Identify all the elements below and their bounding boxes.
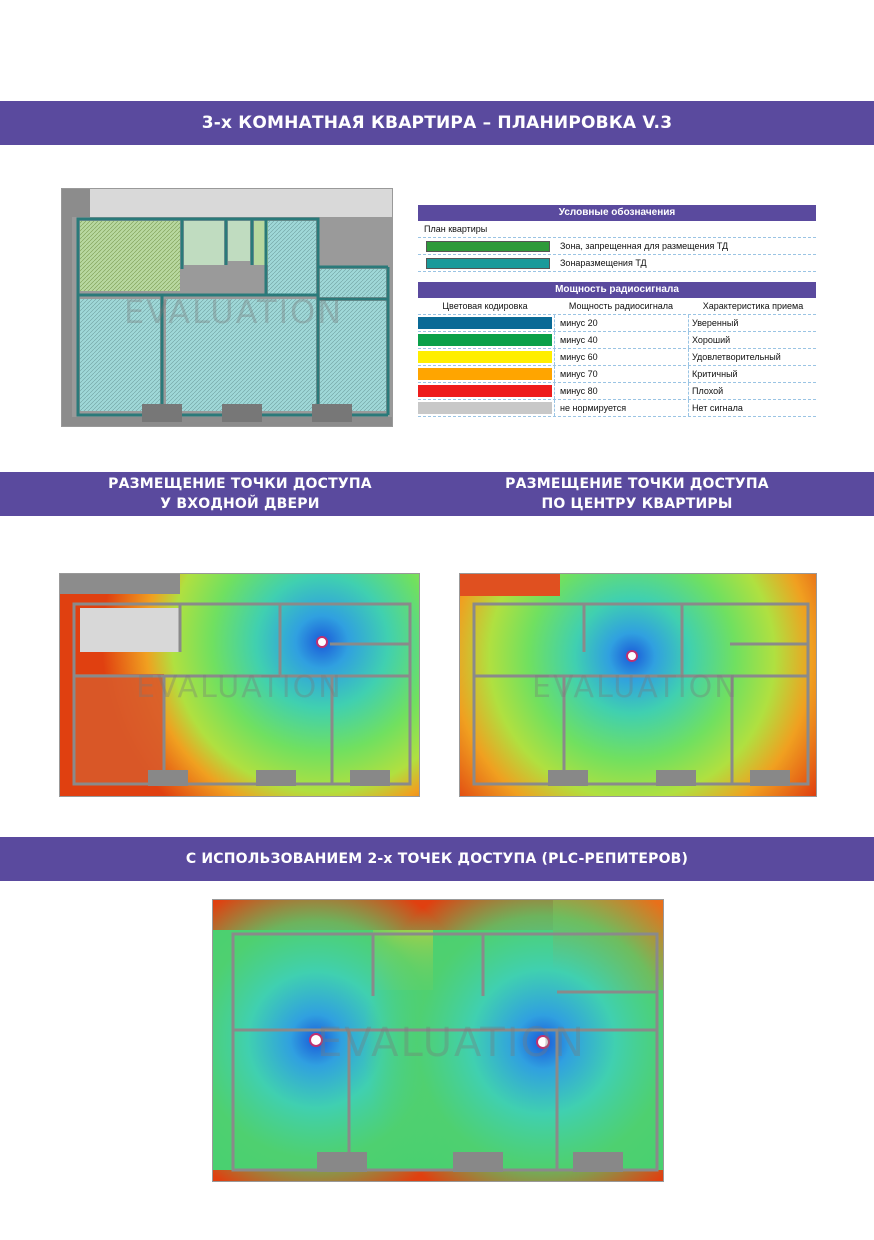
quality-value: Критичный xyxy=(692,369,738,379)
power-row xyxy=(418,349,816,366)
repeater-section-band xyxy=(0,837,874,881)
section-right-line1: РАЗМЕЩЕНИЕ ТОЧКИ ДОСТУПА xyxy=(505,476,769,492)
power-value: не нормируется xyxy=(560,403,627,413)
color-swatch xyxy=(418,385,552,397)
placement-section-band xyxy=(0,472,874,516)
power-value: минус 70 xyxy=(560,369,598,379)
quality-value: Удовлетворительный xyxy=(692,352,781,362)
legend-table xyxy=(418,205,816,417)
column-header: Цветовая кодировка xyxy=(442,301,528,311)
watermark: EVALUATION xyxy=(317,1020,586,1066)
column-header: Мощность радиосигнала xyxy=(568,301,674,311)
legend-plan-row xyxy=(418,221,816,238)
power-row xyxy=(418,332,816,349)
color-swatch xyxy=(418,368,552,380)
watermark: EVALUATION xyxy=(532,670,739,705)
power-row xyxy=(418,315,816,332)
quality-value: Хороший xyxy=(692,335,731,345)
power-value: минус 40 xyxy=(560,335,598,345)
section-left-line1: РАЗМЕЩЕНИЕ ТОЧКИ ДОСТУПА xyxy=(108,476,372,492)
zone-forbidden-swatch xyxy=(426,241,550,252)
zone-allowed-swatch xyxy=(426,258,550,269)
power-row xyxy=(418,400,816,417)
power-value: минус 60 xyxy=(560,352,598,362)
power-row xyxy=(418,366,816,383)
quality-value: Плохой xyxy=(692,386,724,396)
power-value: минус 80 xyxy=(560,386,598,396)
legend-zone-row xyxy=(418,238,816,255)
page-title-band xyxy=(0,101,874,145)
watermark: EVALUATION xyxy=(136,670,343,705)
heatmap-two-access-points xyxy=(212,899,664,1182)
floor-plan-image xyxy=(61,188,393,427)
power-title: Мощность радиосигнала xyxy=(418,282,816,298)
color-swatch xyxy=(418,402,552,414)
power-row xyxy=(418,383,816,400)
section-bottom-title: С ИСПОЛЬЗОВАНИЕМ 2-х ТОЧЕК ДОСТУПА (PLC-РЕПИТЕРОВ) xyxy=(185,851,689,867)
column-header: Характеристика приема xyxy=(702,301,804,311)
quality-value: Уверенный xyxy=(692,318,739,328)
legend-plan-label: План квартиры xyxy=(424,224,488,234)
zone-allowed-label: Зонаразмещения ТД xyxy=(560,258,647,268)
section-left-line2: У ВХОДНОЙ ДВЕРИ xyxy=(160,496,320,512)
color-swatch xyxy=(418,317,552,329)
watermark: EVALUATION xyxy=(124,293,344,331)
color-swatch xyxy=(418,334,552,346)
heatmap-center-placement xyxy=(459,573,817,797)
quality-value: Нет сигнала xyxy=(692,403,743,413)
zone-forbidden-label: Зона, запрещенная для размещения ТД xyxy=(560,241,729,251)
heatmap-door-placement xyxy=(59,573,420,797)
color-swatch xyxy=(418,351,552,363)
legend-zone-row xyxy=(418,255,816,272)
power-value: минус 20 xyxy=(560,318,598,328)
page-title: 3-х КОМНАТНАЯ КВАРТИРА – ПЛАНИРОВКА V.3 xyxy=(201,113,673,133)
legend-title: Условные обозначения xyxy=(418,205,816,221)
power-columns xyxy=(418,298,816,315)
section-right-line2: ПО ЦЕНТРУ КВАРТИРЫ xyxy=(541,496,733,512)
